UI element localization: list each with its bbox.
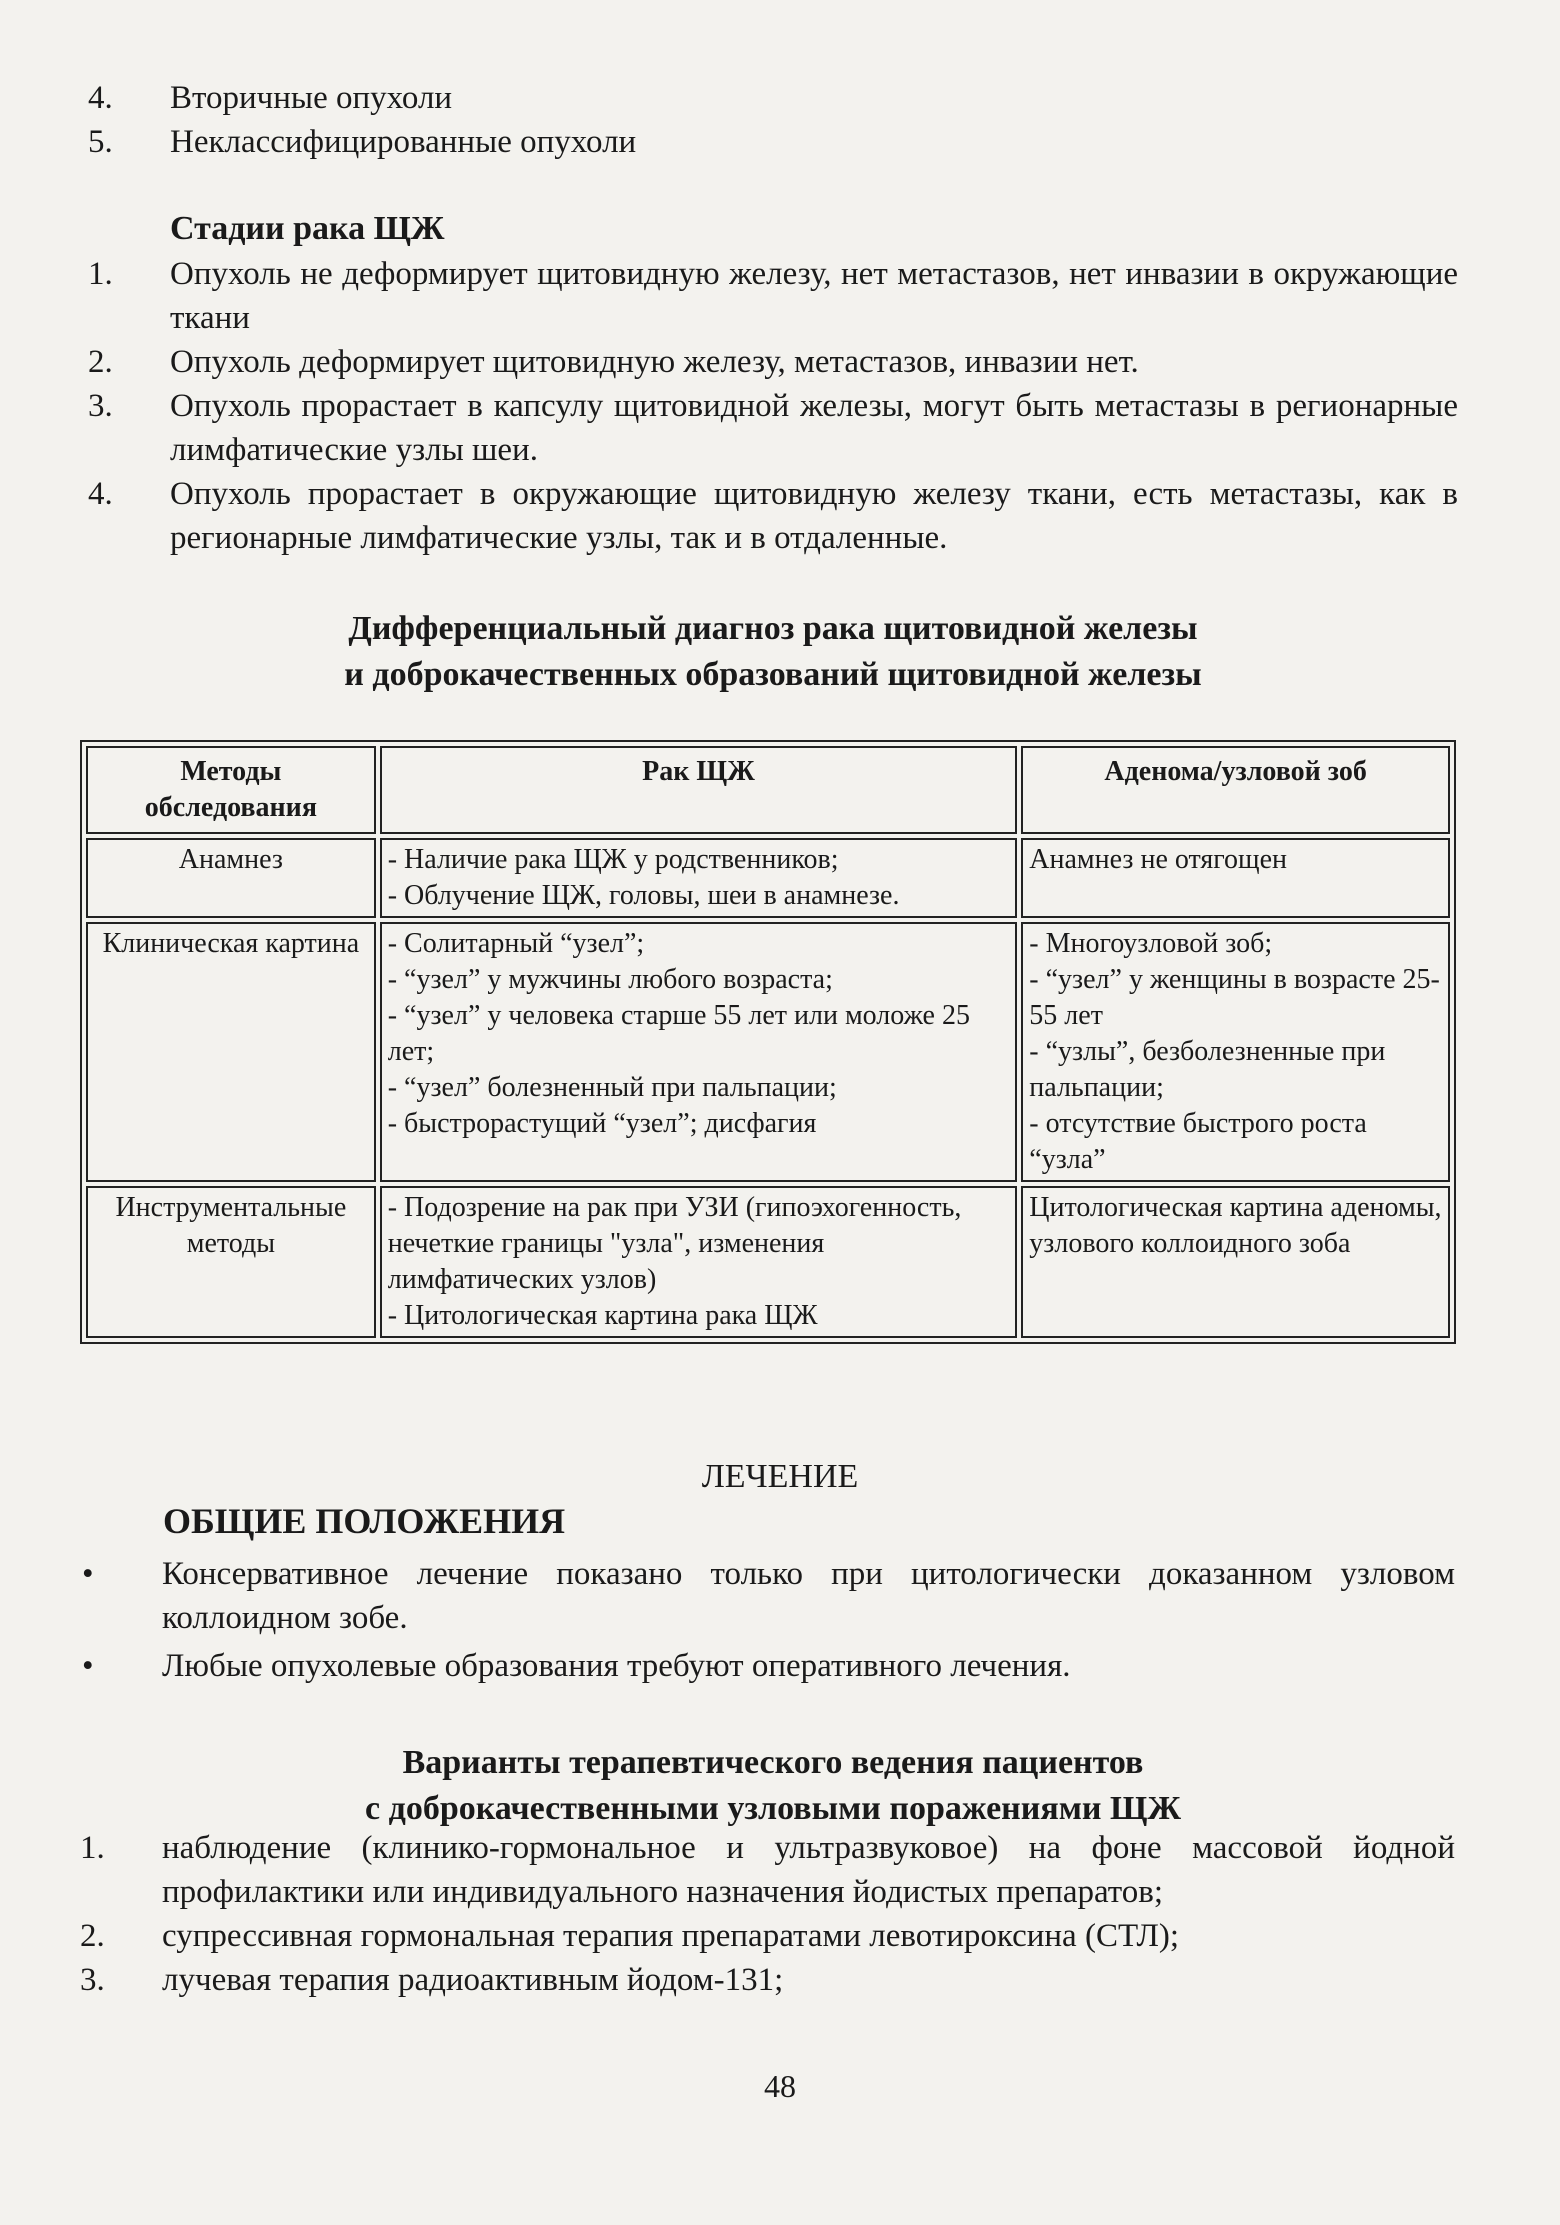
list-item-text: Неклассифицированные опухоли [170,124,637,160]
list-item-text: Опухоль прорастает в окружающие щитовидную железу ткани, есть метастазы, как в регионарные лимфатические узлы, так и в отдаленные. [170,476,1458,556]
cell-line: - Солитарный “узел”; [387,928,645,959]
list-item-number: 1. [80,1830,105,1866]
list-item-text: Опухоль деформирует щитовидную железу, метастазов, инвазии нет. [170,344,1139,380]
table-row [86,838,1450,918]
header-adenoma: Аденома/узловой зоб [1021,746,1450,834]
differential-diagnosis-heading [88,606,1458,698]
stages-list [88,252,1458,560]
bullet-text: Консервативное лечение показано только при цитологически доказанном узловом коллоидном зобе. [162,1556,1455,1636]
heading-line: с доброкачественными узловыми поражениями ЩЖ [365,1790,1181,1827]
header-methods [86,746,376,834]
cell-line: - “узел” у мужчины любого возраста; [387,964,833,995]
header-text: Методы [180,756,282,787]
cell-line: - Цитологическая картина рака ЩЖ [387,1300,818,1331]
cell-line: Цитологическая картина аденомы, узлового коллоидного зоба [1029,1192,1442,1259]
list-item [88,340,1458,384]
list-item-number: 1. [88,256,113,292]
cancer-cell [380,1186,1018,1338]
list-item [80,1826,1455,1914]
cancer-cell [380,922,1018,1182]
cell-line: - Подозрение на рак при УЗИ (гипоэхогенность, нечеткие границы "узла", изменения лимфатических узлов) [387,1192,962,1295]
tumor-types-list [88,76,1458,164]
list-item [88,76,1458,120]
heading-line: Дифференциальный диагноз рака щитовидной железы [348,610,1198,647]
list-item-number: 2. [80,1918,105,1954]
bullet-text: Любые опухолевые образования требуют оперативного лечения. [162,1648,1071,1684]
list-item [80,1914,1455,1958]
list-item-text: наблюдение (клинико-гормональное и ультразвуковое) на фоне массовой йодной профилактики или индивидуального назначения йодистых препаратов; [162,1830,1455,1910]
page-number: 48 [764,2068,796,2104]
cell-line: - отсутствие быстрого роста “узла” [1029,1108,1367,1175]
table-header-row [86,746,1450,834]
cell-line: - “узел” болезненный при пальпации; [387,1072,837,1103]
therapy-variants-heading [88,1740,1458,1832]
list-item-number: 2. [88,344,113,380]
cancer-cell [380,838,1018,918]
bullet-item [80,1644,1455,1688]
list-item-text: Опухоль прорастает в капсулу щитовидной железы, могут быть метастазы в регионарные лимфатические узлы шеи. [170,388,1458,468]
list-item-number: 4. [88,80,113,116]
list-item-number: 3. [88,388,113,424]
adenoma-cell [1021,922,1450,1182]
table-row [86,922,1450,1182]
table-row [86,1186,1450,1338]
cell-line: - “узел” у женщины в возрасте 25-55 лет [1029,964,1440,1031]
cell-line: - “узлы”, безболезненные при пальпации; [1029,1036,1386,1103]
general-provisions-heading: ОБЩИЕ ПОЛОЖЕНИЯ [163,1501,566,1541]
cell-line: - Многоузловой зоб; [1029,928,1273,959]
stages-heading: Стадии рака ЩЖ [170,210,445,247]
method-cell: Анамнез [86,838,376,918]
list-item [88,120,1458,164]
list-item-number: 3. [80,1962,105,1998]
list-item [88,384,1458,472]
bullet-item [80,1552,1455,1640]
heading-line: и доброкачественных образований щитовидной железы [344,656,1202,693]
cell-line: - “узел” у человека старше 55 лет или моложе 25 лет; [387,1000,970,1067]
list-item-text: лучевая терапия радиоактивным йодом-131; [162,1962,784,1998]
adenoma-cell [1021,1186,1450,1338]
list-item-text: Вторичные опухоли [170,80,453,116]
list-item [88,252,1458,340]
header-text: обследования [144,792,317,823]
general-provisions-list [80,1552,1455,1692]
differential-diagnosis-table [80,740,1456,1344]
list-item [88,472,1458,560]
adenoma-cell [1021,838,1450,918]
therapy-variants-list [80,1826,1455,2002]
bullet-icon: • [82,1556,94,1592]
list-item-text: Опухоль не деформирует щитовидную железу, нет метастазов, нет инвазии в окружающие ткани [170,256,1458,336]
cell-line: - Облучение ЩЖ, головы, шеи в анамнезе. [387,880,900,911]
method-cell: Клиническая картина [86,922,376,1182]
list-item-number: 5. [88,124,113,160]
list-item-text: супрессивная гормональная терапия препаратами левотироксина (СТЛ); [162,1918,1180,1954]
cell-line: - быстрорастущий “узел”; дисфагия [387,1108,817,1139]
method-cell: Инструментальные методы [86,1186,376,1338]
treatment-title: ЛЕЧЕНИЕ [701,1458,859,1495]
heading-line: Варианты терапевтического ведения пациентов [402,1744,1144,1781]
cell-line: Анамнез не отягощен [1029,844,1288,875]
list-item [80,1958,1455,2002]
bullet-icon: • [82,1648,94,1684]
list-item-number: 4. [88,476,113,512]
cell-line: - Наличие рака ЩЖ у родственников; [387,844,839,875]
header-cancer: Рак ЩЖ [380,746,1018,834]
